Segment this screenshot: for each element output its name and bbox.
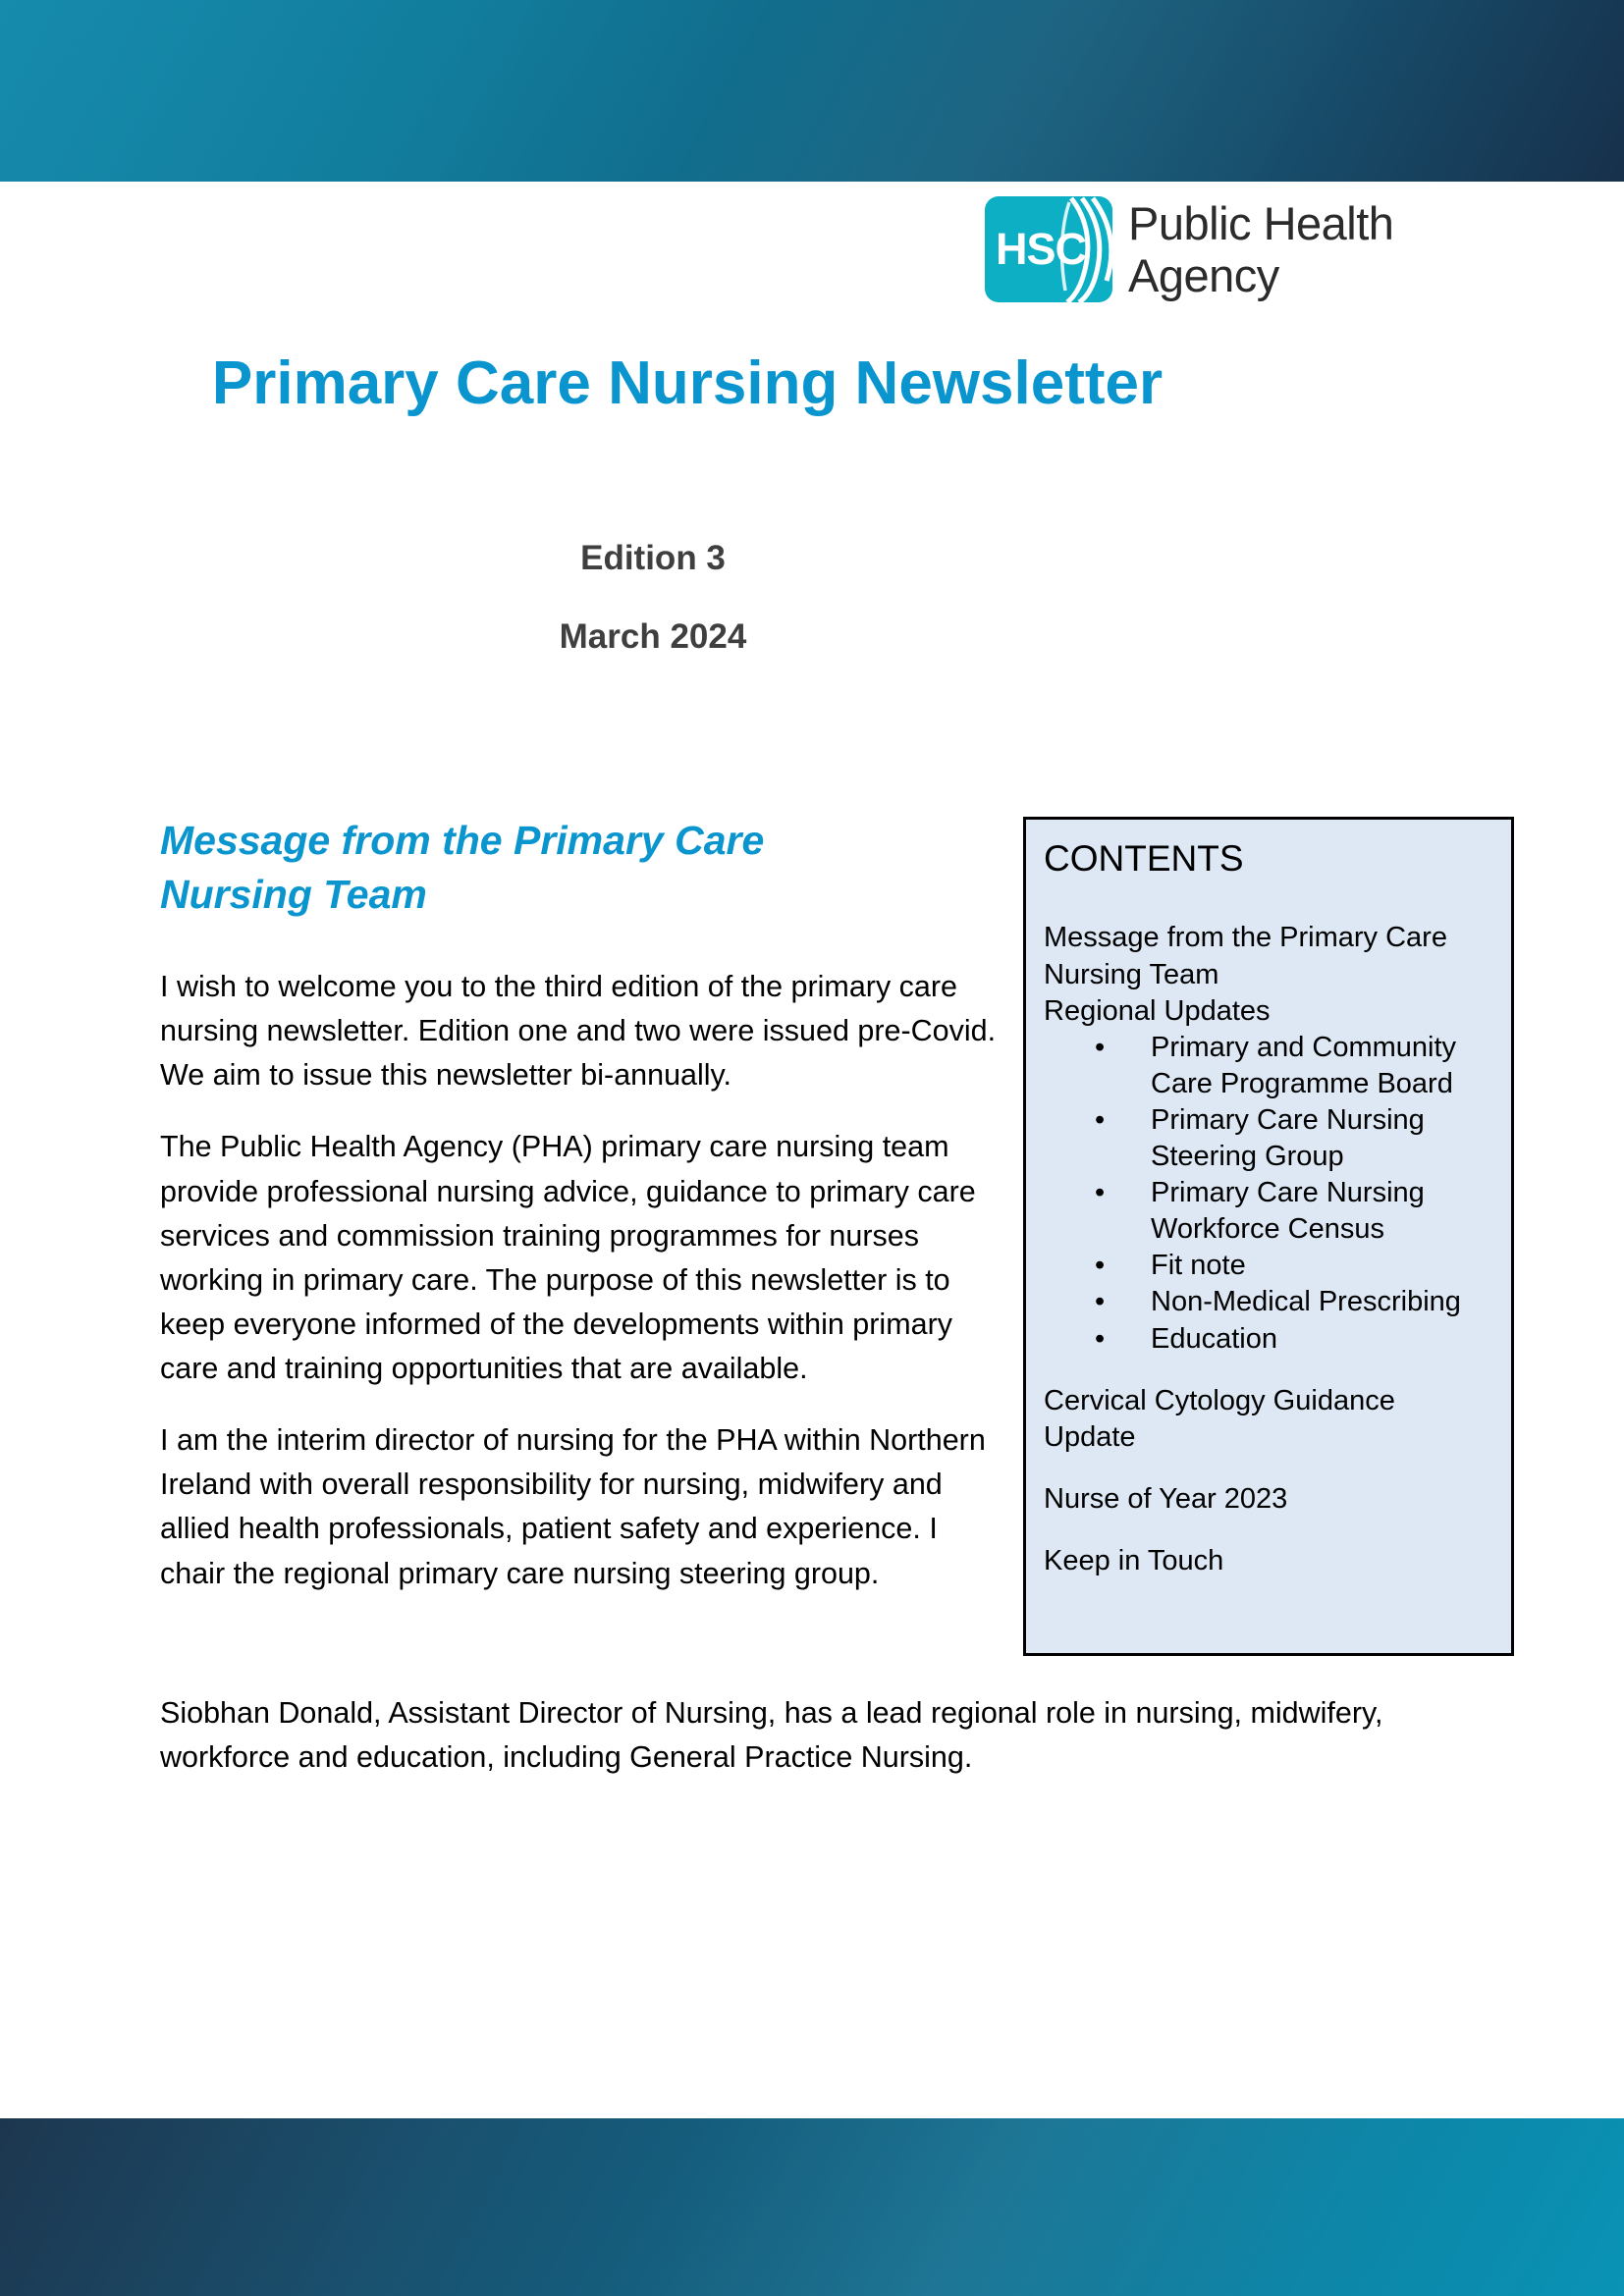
list-item-label: Primary Care Nursing Workforce Census (1151, 1177, 1425, 1246)
closing-paragraph: Siobhan Donald, Assistant Director of Nursing, has a lead regional role in nursing, midwifery, workforce and education, including General Practice Nursing. (160, 1696, 1383, 1775)
bullet-icon: • (1095, 1250, 1106, 1282)
bullet-icon: • (1095, 1286, 1106, 1318)
contents-bullet-list (1044, 1030, 1497, 1358)
contents-spacer (1044, 1518, 1497, 1543)
contents-item-keep-in-touch[interactable]: Keep in Touch (1044, 1545, 1224, 1577)
list-item-label: Primary and Community Care Programme Board (1151, 1031, 1457, 1099)
bullet-icon: • (1095, 1103, 1106, 1136)
message-heading-line1: Message from the Primary Care (160, 818, 765, 863)
pha-wordmark-line1: Public Health (1128, 196, 1394, 249)
closing-paragraph-block (160, 1691, 1407, 1780)
list-item[interactable] (1095, 1284, 1497, 1320)
list-item[interactable] (1095, 1321, 1497, 1358)
pha-wordmark (1128, 197, 1393, 301)
contents-title: CONTENTS (1044, 838, 1244, 879)
hsc-logo-text: HSC (996, 224, 1087, 274)
bullet-icon: • (1095, 1031, 1106, 1063)
hsc-swoosh-icon (985, 196, 1112, 302)
hsc-logo-mark (985, 196, 1112, 302)
list-item[interactable] (1095, 1102, 1497, 1175)
publication-date: March 2024 (559, 617, 747, 656)
list-item[interactable] (1095, 1030, 1497, 1102)
top-banner (0, 0, 1624, 182)
edition-number: Edition 3 (580, 539, 726, 577)
pha-wordmark-line2: Agency (1128, 249, 1279, 301)
message-body (160, 965, 1002, 1596)
message-paragraph-2: The Public Health Agency (PHA) primary care nursing team provide professional nursing advice, guidance to primary care services and commission training programmes for nurses working in primary care. The purpose of this newsletter is to keep everyone informed of the developments within primary care and training opportunities that are available. (160, 1130, 976, 1385)
contents-item-message[interactable]: Message from the Primary Care (1044, 922, 1447, 954)
bullet-icon: • (1095, 1177, 1106, 1209)
message-paragraph-3: I am the interim director of nursing for the PHA within Northern Ireland with overall responsibility for nursing, midwifery and allied health professionals, patient safety and experience. I chair the regional primary care nursing steering group. (160, 1423, 986, 1590)
hsc-pha-logo (985, 196, 1393, 302)
page-title: Primary Care Nursing Newsletter (211, 349, 1164, 417)
message-paragraph-1: I wish to welcome you to the third edition of the primary care nursing newsletter. Edition one and two were issued pre-Covid. We aim to issue this newsletter bi-annually. (160, 970, 997, 1093)
message-heading-line2: Nursing Team (160, 871, 427, 917)
contents-spacer (1044, 1358, 1497, 1383)
list-item-label: Education (1151, 1322, 1277, 1355)
contents-item-cervical-cytology[interactable]: Cervical Cytology Guidance (1044, 1384, 1395, 1416)
bottom-banner (0, 2118, 1624, 2296)
bullet-icon: • (1095, 1322, 1106, 1355)
list-item-label: Primary Care Nursing Steering Group (1151, 1103, 1425, 1173)
contents-item-nurse-of-year[interactable]: Nurse of Year 2023 (1044, 1482, 1288, 1515)
list-item[interactable] (1095, 1248, 1497, 1284)
message-section-heading (160, 814, 946, 921)
contents-item-regional-updates[interactable]: Regional Updates (1044, 994, 1271, 1027)
contents-item-cervical-cytology-cont[interactable]: Update (1044, 1420, 1136, 1453)
list-item[interactable] (1095, 1175, 1497, 1248)
contents-box (1023, 817, 1514, 1656)
list-item-label: Fit note (1151, 1250, 1246, 1282)
contents-spacer (1044, 1456, 1497, 1481)
contents-item-message-cont[interactable]: Nursing Team (1044, 958, 1219, 990)
list-item-label: Non-Medical Prescribing (1151, 1286, 1461, 1318)
